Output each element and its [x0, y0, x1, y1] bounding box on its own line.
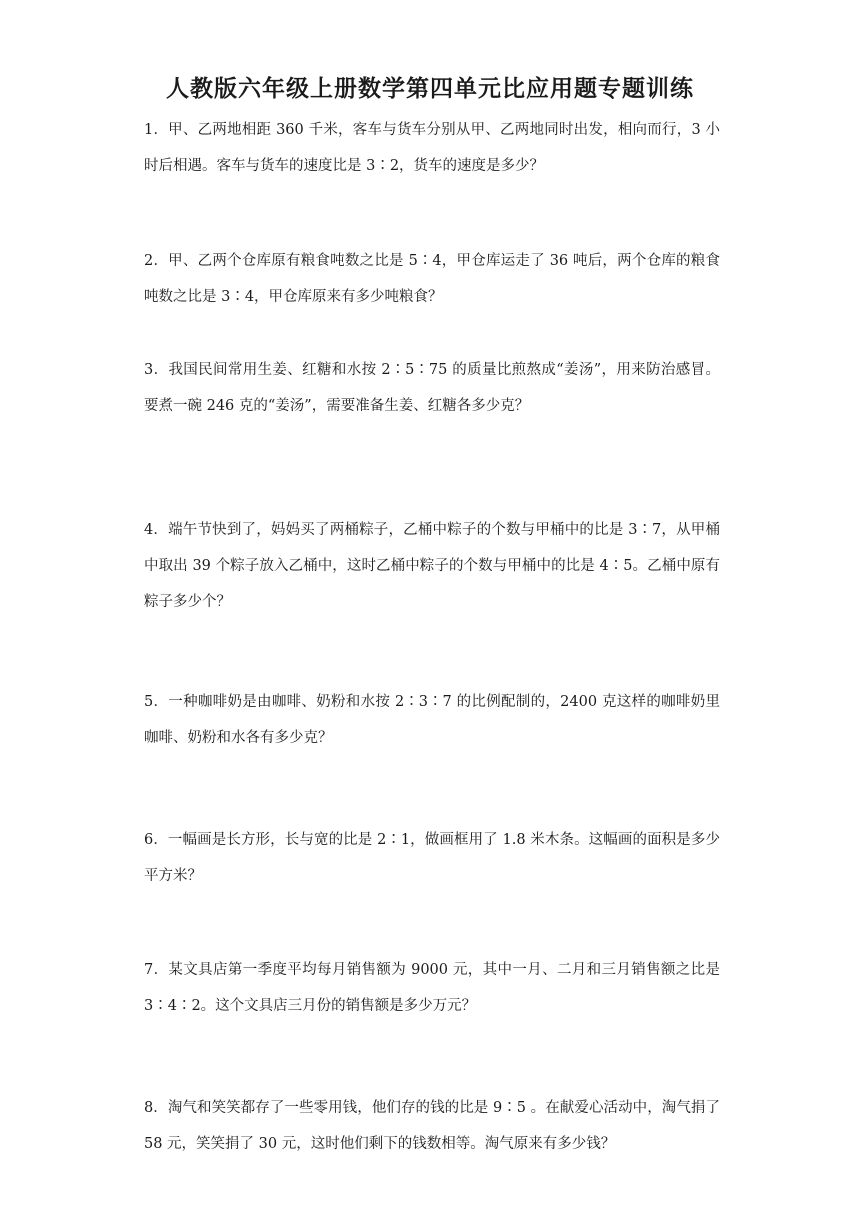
problem-6: 6．一幅画是长方形，长与宽的比是 2∶1，做画框用了 1.8 米木条。这幅画的面积是多少平方米？: [144, 832, 720, 884]
problem-5: 5．一种咖啡奶是由咖啡、奶粉和水按 2∶3∶7 的比例配制的，2400 克这样的咖啡奶里咖啡、奶粉和水各有多少克？: [144, 694, 720, 746]
problem-1: 1．甲、乙两地相距 360 千米，客车与货车分别从甲、乙两地同时出发，相向而行，3 小时后相遇。客车与货车的速度比是 3∶2，货车的速度是多少？: [144, 122, 720, 174]
problem-7: 7．某文具店第一季度平均每月销售额为 9000 元，其中一月、二月和三月销售额之比是 3∶4∶2。这个文具店三月份的销售额是多少万元？: [144, 962, 720, 1014]
page-title: 人教版六年级上册数学第四单元比应用题专题训练: [166, 75, 694, 102]
problem-2: 2．甲、乙两个仓库原有粮食吨数之比是 5∶4，甲仓库运走了 36 吨后，两个仓库的粮食吨数之比是 3∶4，甲仓库原来有多少吨粮食？: [144, 253, 720, 305]
problem-8: 8．淘气和笑笑都存了一些零用钱，他们存的钱的比是 9∶5 。在献爱心活动中，淘气捐了 58 元，笑笑捐了 30 元，这时他们剩下的钱数相等。淘气原来有多少钱？: [144, 1100, 720, 1152]
problem-4: 4．端午节快到了，妈妈买了两桶粽子，乙桶中粽子的个数与甲桶中的比是 3∶7，从甲桶中取出 39 个粽子放入乙桶中，这时乙桶中粽子的个数与甲桶中的比是 4∶5。乙桶中原有粽子多少个？: [144, 522, 720, 610]
problem-3: 3．我国民间常用生姜、红糖和水按 2∶5∶75 的质量比煎熬成“姜汤”，用来防治感冒。要煮一碗 246 克的“姜汤”，需要准备生姜、红糖各多少克？: [144, 362, 720, 414]
